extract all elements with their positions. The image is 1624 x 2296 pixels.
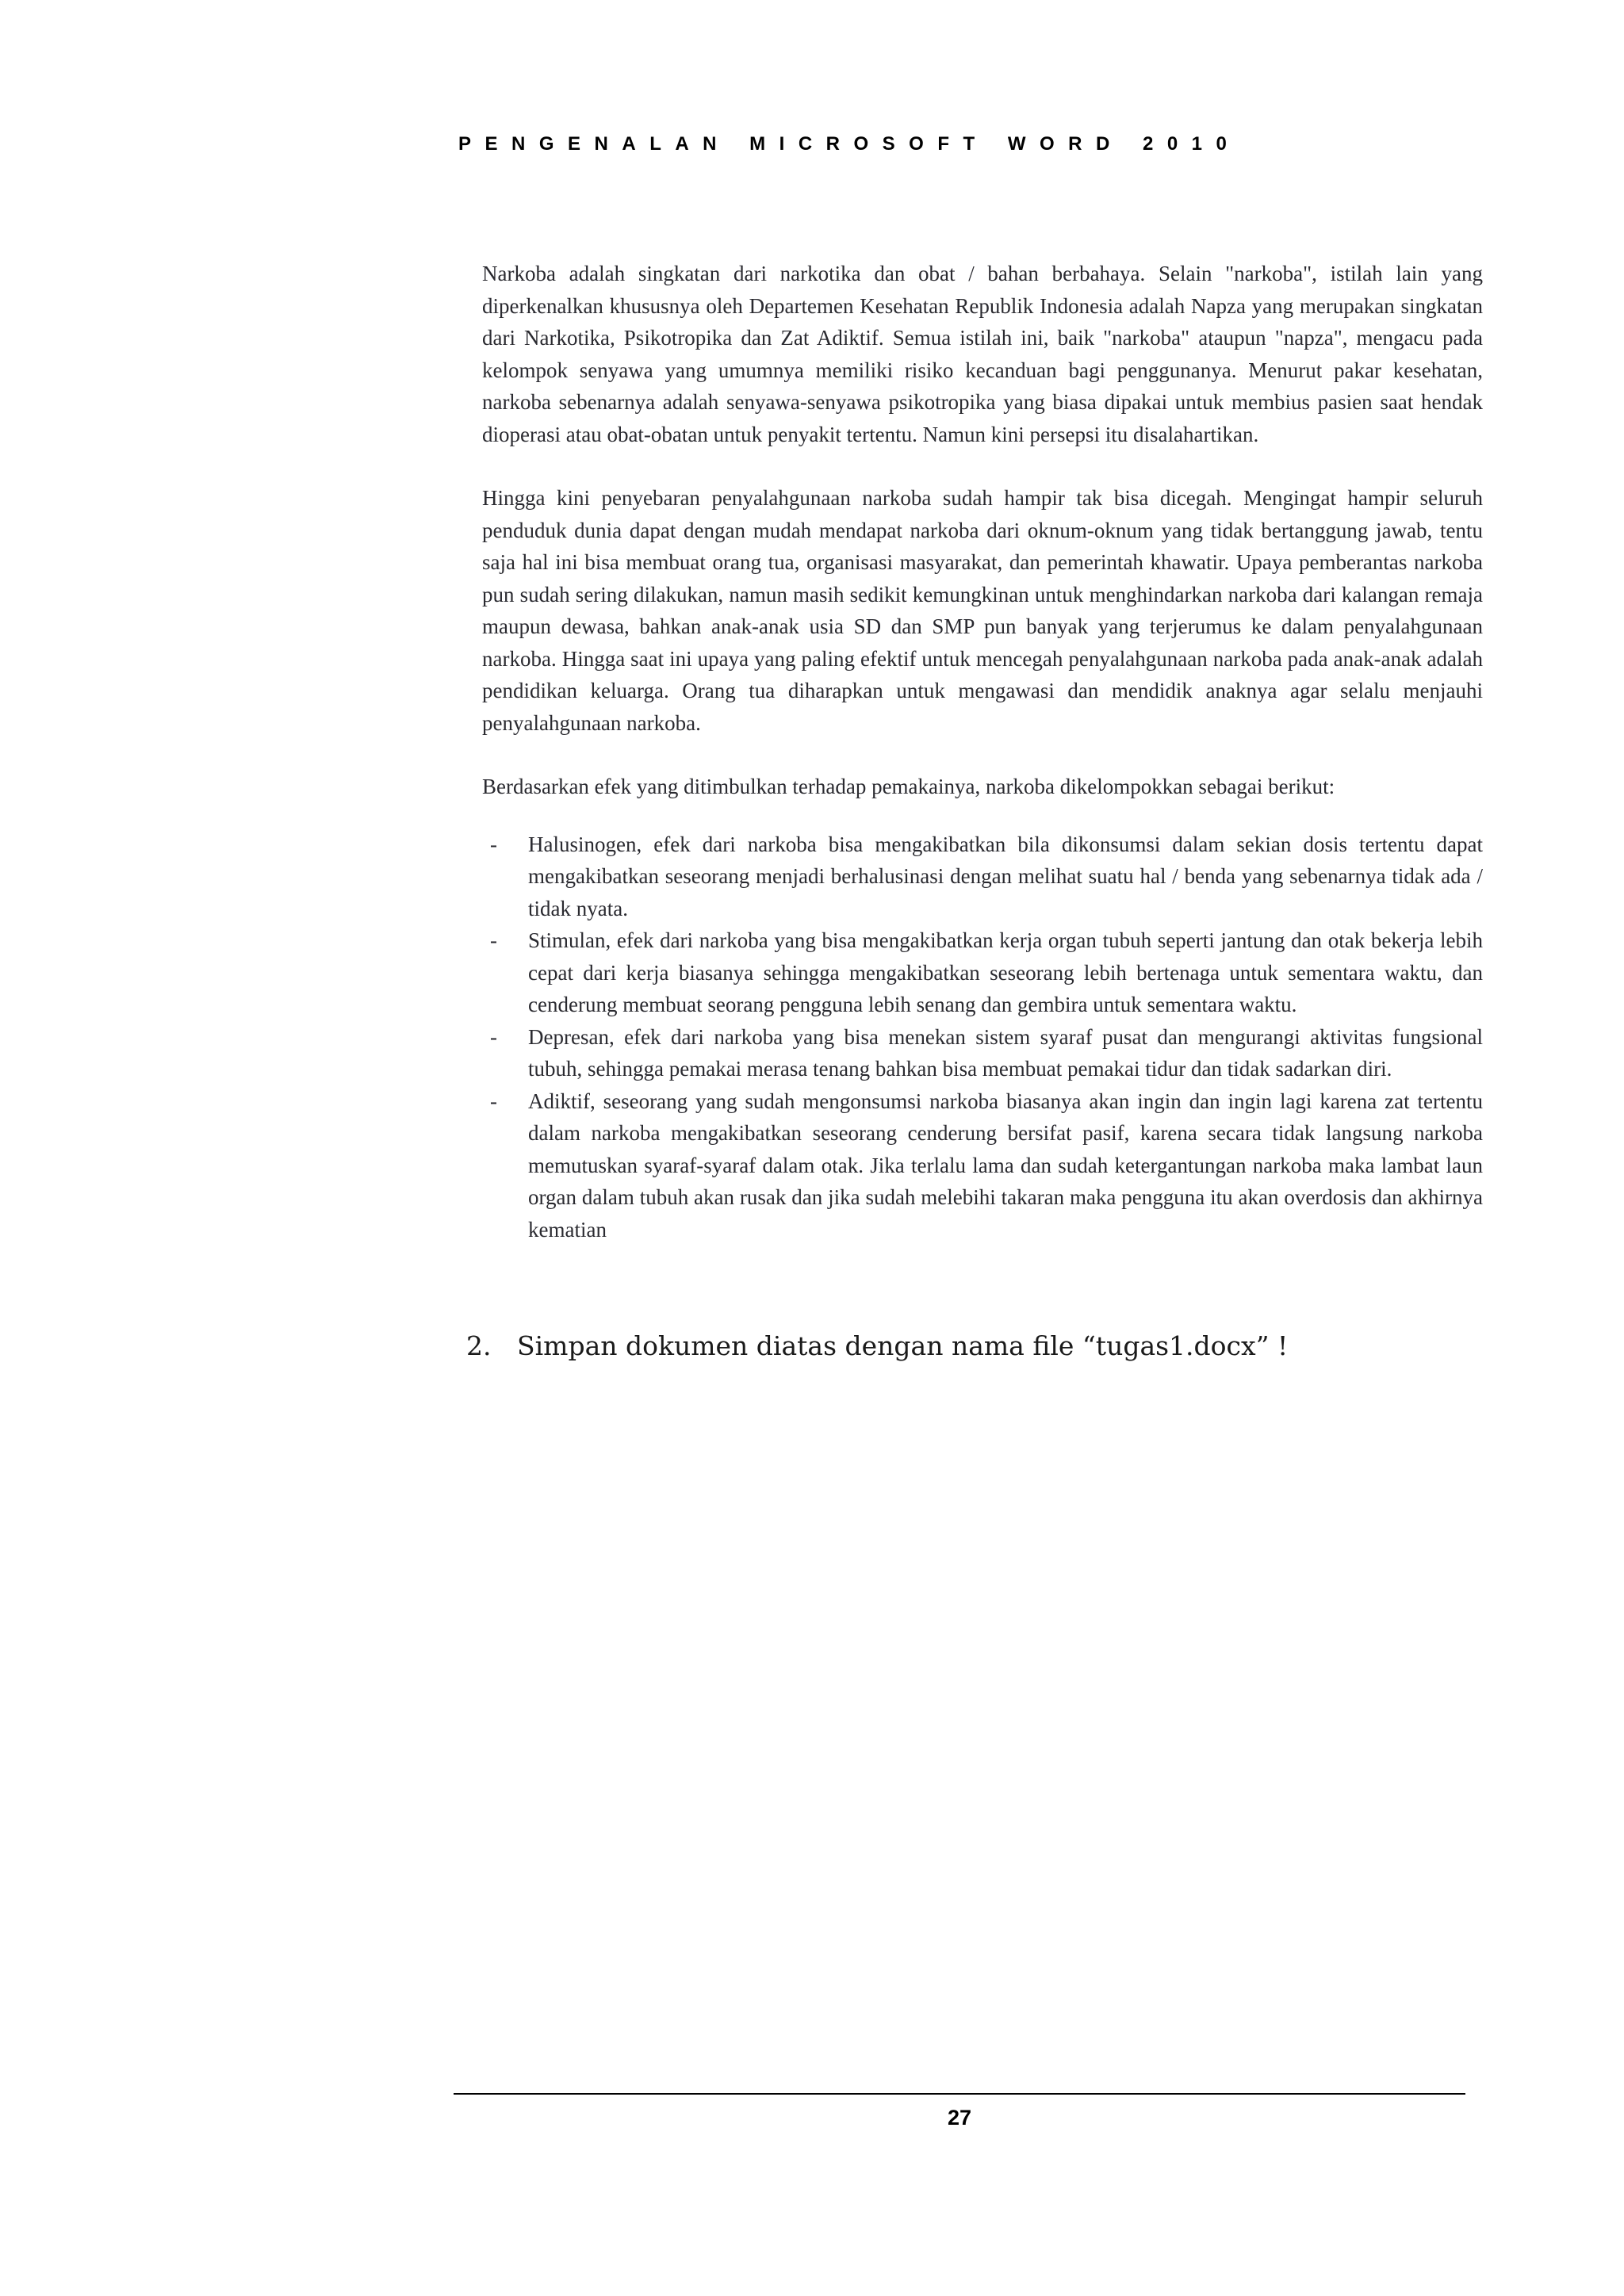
instruction-text: Simpan dokumen diatas dengan nama file “tugas1.docx” ! xyxy=(517,1330,1289,1361)
scanned-text-image xyxy=(482,258,1483,1246)
paragraph-classification: Berdasarkan efek yang ditimbulkan terhadap pemakainya, narkoba dikelompokkan sebagai berikut: xyxy=(482,775,1335,798)
footer-divider xyxy=(454,2093,1465,2095)
list-item-text: Depresan, efek dari narkoba yang bisa menekan sistem syaraf pusat dan mengurangi aktivitas fungsional tubuh, sehingga pemakai merasa tenang bahkan bisa membuat pemakai tidur dan tidak sadarkan diri. xyxy=(528,1024,1483,1081)
bullet-dash: - xyxy=(490,928,497,952)
paragraph-definition: Narkoba adalah singkatan dari narkotika dan obat / bahan berbahaya. Selain "narkoba", istilah lain yang diperkenalkan khususnya oleh Departemen Kesehatan Republik Indonesia adalah Napza yang merupakan singkatan dari Narkotika, Psikotropika dan Zat Adiktif. Semua istilah ini, baik "narkoba" ataupun "napza", mengacu pada kelompok senyawa yang umumnya memiliki risiko kecanduan bagi penggunanya. Menurut pakar kesehatan, narkoba sebenarnya adalah senyawa-senyawa psikotropika yang biasa dipakai untuk membius pasien saat hendak dioperasi atau obat-obatan untuk penyakit tertentu. Namun kini persepsi itu disalahartikan. xyxy=(482,262,1483,446)
instruction-item xyxy=(466,1330,1288,1361)
list-item xyxy=(482,1085,1483,1246)
bullet-dash: - xyxy=(490,1024,497,1049)
list-item-text: Adiktif, seseorang yang sudah mengonsumsi narkoba biasanya akan ingin dan ingin lagi karena zat tertentu dalam narkoba mengakibatkan seseorang cenderung bersifat pasif, karena secara tidak langsung narkoba memutuskan syaraf-syaraf dalam otak. Jika terlalu lama dan sudah ketergantungan narkoba maka lambat laun organ dalam tubuh akan rusak dan jika sudah melebihi takaran maka pengguna itu akan overdosis dan akhirnya kematian xyxy=(528,1089,1483,1242)
effects-list xyxy=(482,828,1483,1246)
paragraph-spread: Hingga kini penyebaran penyalahgunaan narkoba sudah hampir tak bisa dicegah. Mengingat hampir seluruh penduduk dunia dapat dengan mudah mendapat narkoba dari oknum-oknum yang tidak bertanggung jawab, tentu saja hal ini bisa membuat orang tua, organisasi masyarakat, dan pemerintah khawatir. Upaya pemberantas narkoba pun sudah sering dilakukan, namun masih sedikit kemungkinan untuk menghindarkan narkoba dari kalangan remaja maupun dewasa, bahkan anak-anak usia SD dan SMP pun banyak yang terjerumus ke dalam penyalahgunaan narkoba. Hingga saat ini upaya yang paling efektif untuk mencegah penyalahgunaan narkoba pada anak-anak adalah pendidikan keluarga. Orang tua diharapkan untuk mengawasi dan mendidik anaknya agar selalu menjauhi penyalahgunaan narkoba. xyxy=(482,486,1483,735)
instruction-number: 2. xyxy=(466,1330,492,1361)
bullet-dash: - xyxy=(490,832,497,856)
page-number: 27 xyxy=(947,2106,972,2130)
list-item xyxy=(482,828,1483,925)
list-item-text: Halusinogen, efek dari narkoba bisa mengakibatkan bila dikonsumsi dalam sekian dosis tertentu dapat mengakibatkan seseorang menjadi berhalusinasi dengan melihat suatu hal / benda yang sebenarnya tidak ada / tidak nyata. xyxy=(528,832,1483,920)
page-header-title: PENGENALAN MICROSOFT WORD 2010 xyxy=(458,133,1241,155)
list-item xyxy=(482,1021,1483,1085)
list-item xyxy=(482,924,1483,1021)
list-item-text: Stimulan, efek dari narkoba yang bisa mengakibatkan kerja organ tubuh seperti jantung dan otak bekerja lebih cepat dari kerja biasanya sehingga mengakibatkan seseorang lebih bertenaga untuk sementara waktu, dan cenderung membuat seorang pengguna lebih senang dan gembira untuk sementara waktu. xyxy=(528,928,1483,1016)
bullet-dash: - xyxy=(490,1089,497,1113)
